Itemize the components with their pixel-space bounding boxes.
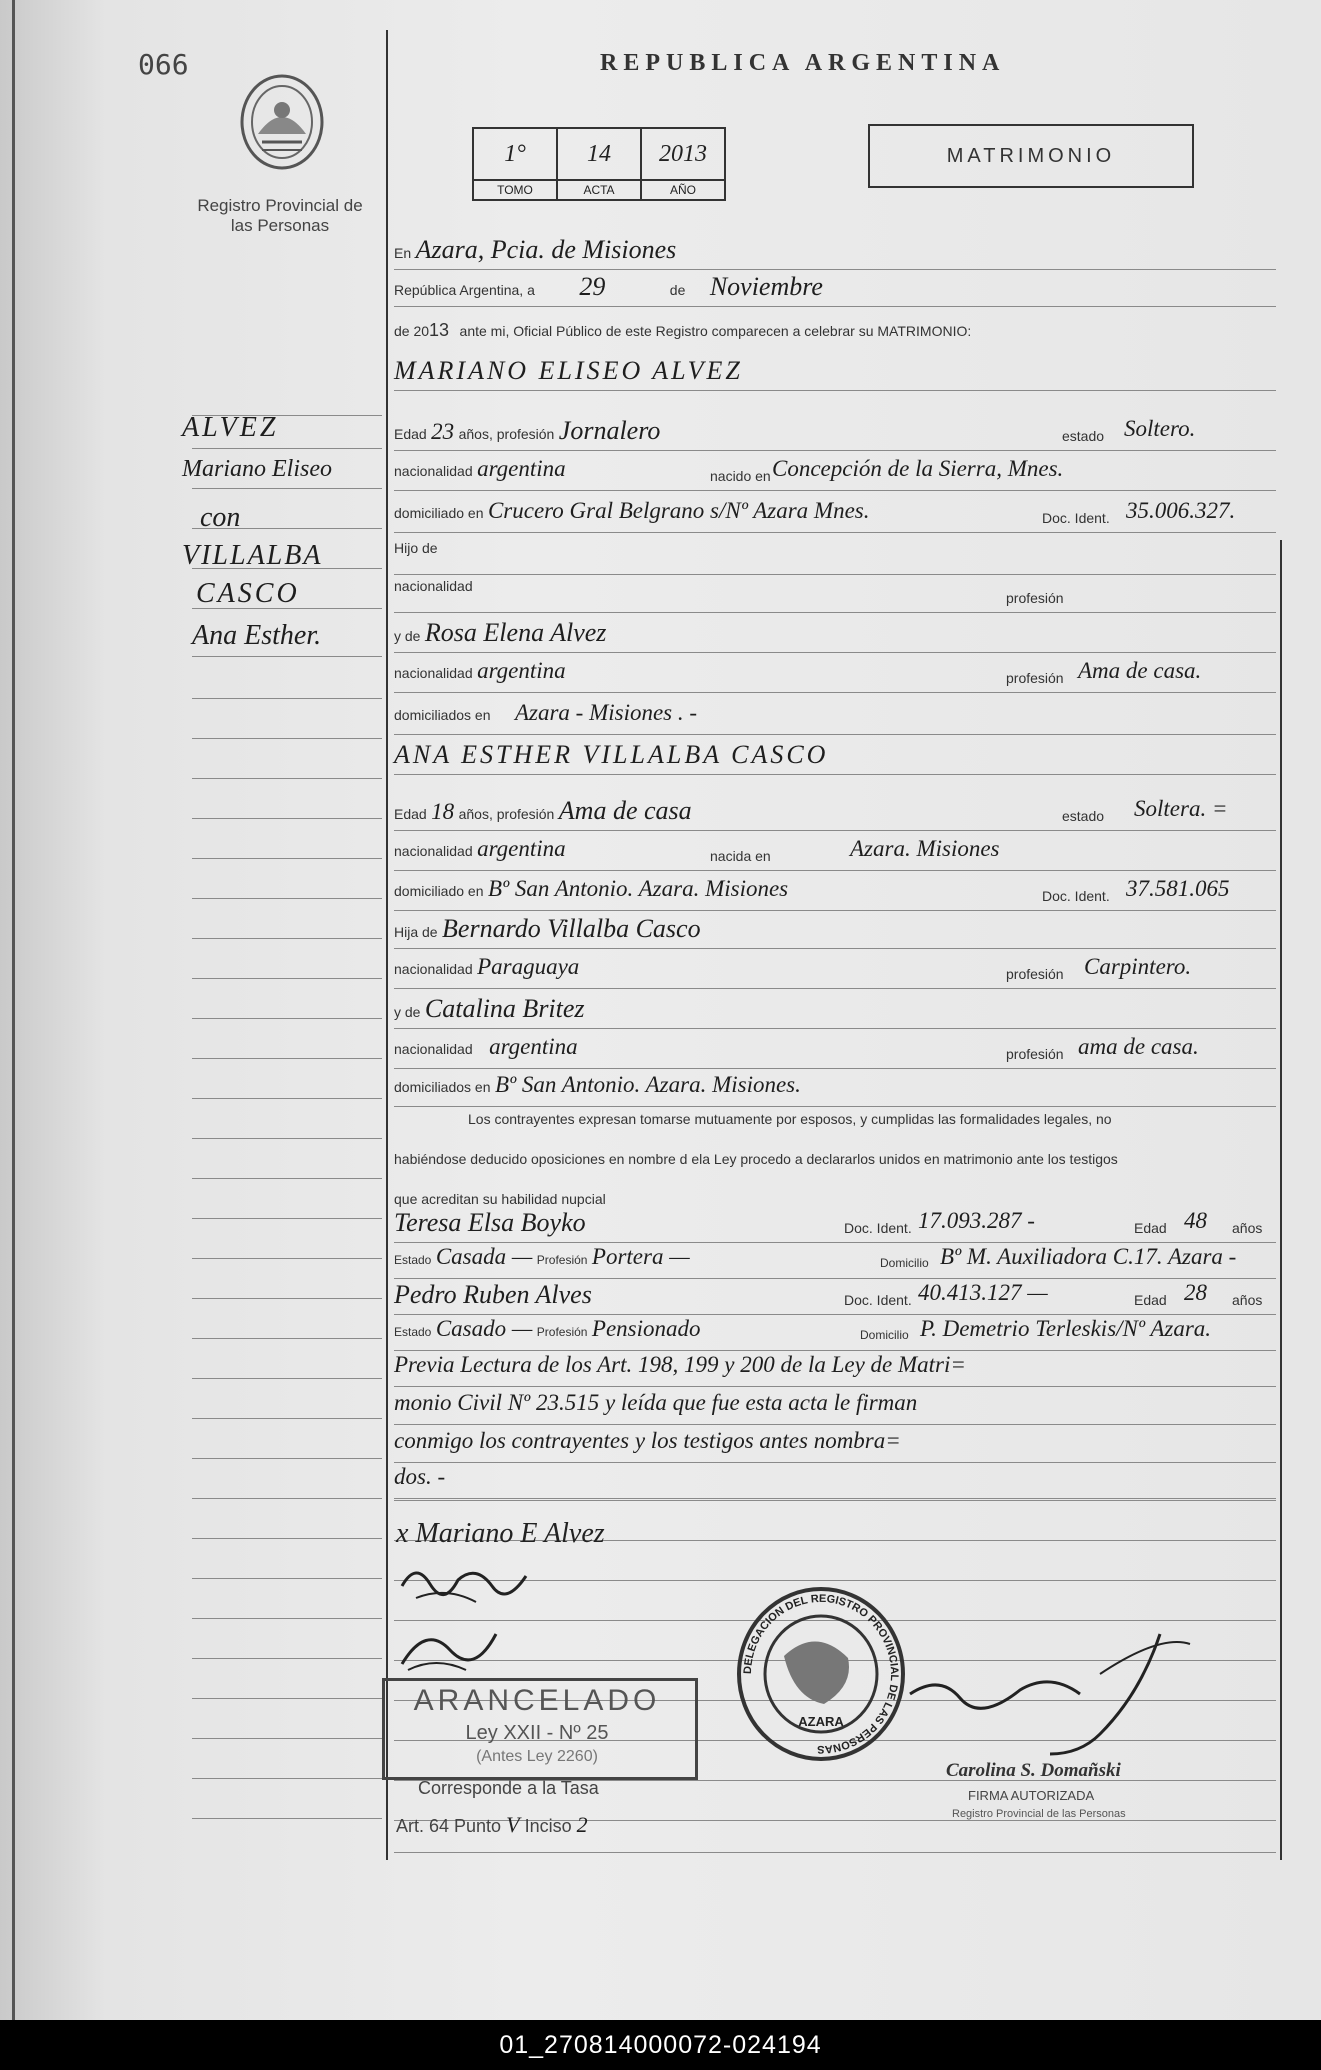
year-prefix: de 20	[394, 323, 430, 339]
margin-ruled-line	[192, 1418, 382, 1419]
margin-ruled-line	[192, 1218, 382, 1219]
bride-age-line	[394, 796, 1276, 831]
bride-birthplace: Azara. Misiones	[850, 836, 1000, 861]
bride-father-line	[394, 914, 1276, 949]
profesion-label: años, profesión	[458, 806, 555, 822]
margin-ruled-line	[192, 1378, 382, 1379]
nacionalidad-label: nacionalidad	[394, 961, 473, 977]
declaration-line-1: Los contrayentes expresan tomarse mutuamente por esposos, y cumplidas las formalidades legales, no	[468, 1111, 1112, 1127]
witness-2-name: Pedro Ruben Alves	[394, 1280, 592, 1309]
intro-year-line	[394, 320, 1276, 348]
margin-ruled-line	[192, 778, 382, 779]
bride-name: ANA ESTHER VILLALBA CASCO	[394, 740, 829, 769]
margin-ruled-line	[192, 656, 382, 657]
groom-doc: 35.006.327.	[1126, 498, 1236, 523]
estado-label: estado	[1062, 808, 1105, 824]
stamp-law: Ley XXII - Nº 25	[465, 1722, 609, 1744]
note-line-4	[394, 1464, 1276, 1499]
anos-label: años	[1232, 1220, 1263, 1236]
hija-label: Hija de	[394, 924, 438, 940]
intro-place-line	[394, 235, 1276, 270]
witness-signature	[396, 1620, 506, 1681]
bride-mother-profession: ama de casa.	[1078, 1034, 1199, 1059]
hijo-label: Hijo de	[394, 540, 438, 556]
declaration-line-2: habiéndose deducido oposiciones en nombre d ela Ley procedo a declararlos unidos en matrimonio ante los testigos	[394, 1151, 1118, 1167]
document-type-box: MATRIMONIO	[868, 124, 1194, 188]
profesion-label: años, profesión	[458, 426, 555, 442]
edad-label: Edad	[1134, 1292, 1167, 1308]
domicilio-label: domiciliado en	[394, 505, 484, 521]
groom-name: MARIANO ELISEO ALVEZ	[394, 356, 743, 385]
margin-ruled-line	[192, 1138, 382, 1139]
seal-ring-text: DELEGACION DEL REGISTRO PROVINCIAL DE LAS PERSONAS	[741, 1592, 901, 1756]
nacionalidad-label: nacionalidad	[394, 578, 473, 594]
groom-father-nationality-line	[394, 578, 1276, 613]
witness-1-line	[394, 1208, 1276, 1243]
official-name: Carolina S. Domañski	[946, 1760, 1121, 1781]
margin-ruled-line	[192, 1058, 382, 1059]
day-value: 29	[579, 272, 606, 301]
margin-ruled-line	[192, 1258, 382, 1259]
doc-ident-label: Doc. Ident.	[1042, 510, 1110, 526]
bride-father-nationality: Paraguaya	[477, 954, 580, 979]
domicilio-label: Domicilio	[860, 1328, 909, 1342]
margin-ruled-line	[192, 1818, 382, 1819]
stamp-previous-law: (Antes Ley 2260)	[476, 1748, 598, 1765]
profesion-label: profesión	[1006, 966, 1064, 982]
margin-ruled-line	[192, 1098, 382, 1099]
edad-label: Edad	[394, 426, 427, 442]
bride-address: Bº San Antonio. Azara. Misiones	[487, 876, 789, 901]
witness-1-address: Bº M. Auxiliadora C.17. Azara -	[940, 1244, 1237, 1269]
groom-mother-nationality-line	[394, 658, 1276, 693]
groom-profession: Jornalero	[558, 416, 661, 445]
intro-date-line	[394, 272, 1276, 307]
bride-address-line	[394, 876, 1276, 911]
margin-ruled-line	[192, 818, 382, 819]
domicilio-label: Domicilio	[880, 1256, 929, 1270]
witness-1-status: Casada —	[435, 1244, 533, 1269]
anos-label: años	[1232, 1292, 1263, 1308]
inciso-label: Inciso	[524, 1816, 572, 1836]
margin-ruled-line	[192, 1338, 382, 1339]
bride-parents-address-line	[394, 1072, 1276, 1107]
punto-value: V	[506, 1812, 520, 1837]
note-line-2	[394, 1390, 1276, 1425]
place-value: Azara, Pcia. de Misiones	[415, 235, 677, 264]
form-right-border	[1280, 540, 1282, 1860]
intro-statement: ante mi, Oficial Público de este Registro comparecen a celebrar su MATRIMONIO:	[459, 323, 972, 339]
estado-label: estado	[1062, 428, 1105, 444]
bride-nationality: argentina	[477, 836, 566, 861]
witness-1-age: 48	[1184, 1208, 1207, 1233]
groom-mother-profession: Ama de casa.	[1078, 658, 1202, 683]
witness-2-address: P. Demetrio Terleskis/Nº Azara.	[920, 1316, 1212, 1341]
bride-status: Soltera. =	[1134, 796, 1228, 821]
profesion-label: Profesión	[536, 1253, 588, 1267]
groom-mother-nationality: argentina	[477, 658, 566, 683]
witness-1-doc: 17.093.287 -	[918, 1208, 1035, 1233]
groom-address: Crucero Gral Belgrano s/Nº Azara Mnes.	[487, 498, 870, 523]
nacionalidad-label: nacionalidad	[394, 665, 473, 681]
estado-label: Estado	[394, 1253, 432, 1267]
witness-1-profession: Portera —	[591, 1244, 690, 1269]
bride-mother: Catalina Britez	[424, 994, 585, 1023]
article-label: Art. 64 Punto	[396, 1816, 502, 1836]
round-seal-icon	[736, 1586, 906, 1762]
ruled-line	[394, 1852, 1276, 1853]
domiciliados-label: domiciliados en	[394, 1079, 491, 1095]
seal-center-text: AZARA	[798, 1714, 844, 1729]
groom-father-line	[394, 540, 1276, 575]
bride-mother-nationality: argentina	[489, 1034, 578, 1059]
groom-address-line	[394, 498, 1276, 533]
stamp-corresponde: Corresponde a la Tasa	[418, 1778, 599, 1798]
margin-ruled-line	[192, 858, 382, 859]
margin-surname-bride-2: CASCO	[196, 578, 300, 609]
record-box	[472, 127, 726, 201]
year-label: AÑO	[641, 180, 725, 200]
groom-parents-address: Azara - Misiones . -	[514, 700, 698, 725]
ruled-line	[394, 1500, 1276, 1501]
en-label: En	[394, 245, 412, 261]
witness-2-age: 28	[1184, 1280, 1207, 1305]
witness-2-line	[394, 1280, 1276, 1315]
de-label: de	[669, 282, 686, 298]
edad-label: Edad	[1134, 1220, 1167, 1236]
bride-father: Bernardo Villalba Casco	[442, 914, 701, 943]
tomo-value: 1°	[473, 128, 557, 180]
acta-value: 14	[557, 128, 641, 180]
groom-nationality: argentina	[477, 456, 566, 481]
groom-mother: Rosa Elena Alvez	[424, 618, 607, 647]
margin-ruled-line	[192, 1778, 382, 1779]
witness-1-name: Teresa Elsa Boyko	[394, 1208, 586, 1237]
official-signature	[900, 1614, 1200, 1769]
official-role: FIRMA AUTORIZADA	[968, 1788, 1095, 1803]
year-value: 2013	[641, 128, 725, 180]
margin-ruled-line	[192, 978, 382, 979]
margin-ruled-line	[192, 1578, 382, 1579]
month-value: Noviembre	[709, 272, 823, 301]
yde-label: y de	[394, 1004, 421, 1020]
bride-profession: Ama de casa	[558, 796, 692, 825]
margin-ruled-line	[192, 1178, 382, 1179]
margin-ruled-line	[192, 738, 382, 739]
profesion-label: profesión	[1006, 670, 1064, 686]
margin-ruled-line	[192, 1458, 382, 1459]
margin-given-groom: Mariano Eliseo	[182, 456, 332, 482]
doc-ident-label: Doc. Ident.	[844, 1292, 912, 1308]
bride-father-profession: Carpintero.	[1084, 954, 1192, 979]
domicilio-label: domiciliado en	[394, 883, 484, 899]
groom-age-line	[394, 416, 1276, 451]
bride-signature	[396, 1556, 546, 1621]
margin-ruled-line	[192, 1018, 382, 1019]
bride-parents-address: Bº San Antonio. Azara. Misiones.	[494, 1072, 801, 1097]
official-office: Registro Provincial de las Personas	[952, 1808, 1126, 1820]
witness-2-doc: 40.413.127 —	[918, 1280, 1048, 1305]
margin-surname-bride-1: VILLALBA	[182, 540, 323, 571]
witness-2-profession: Pensionado	[591, 1316, 701, 1341]
note-text: monio Civil Nº 23.515 y leída que fue esta acta le firman	[394, 1390, 918, 1415]
stamp-article-line	[396, 1812, 588, 1838]
stamp-title: ARANCELADO	[413, 1684, 661, 1717]
note-line-1	[394, 1352, 1276, 1387]
registry-name: Registro Provincial de las Personas	[197, 196, 363, 235]
year-suffix: 13	[429, 320, 450, 340]
nacionalidad-label: nacionalidad	[394, 843, 473, 859]
profesion-label: profesión	[1006, 590, 1064, 606]
document-title: REPUBLICA ARGENTINA	[600, 50, 1006, 76]
groom-nationality-line	[394, 456, 1276, 491]
margin-ruled-line	[192, 1298, 382, 1299]
bride-mother-line	[394, 994, 1276, 1029]
yde-label: y de	[394, 628, 421, 644]
margin-ruled-line	[192, 938, 382, 939]
bride-age: 18	[431, 799, 455, 824]
doc-ident-label: Doc. Ident.	[844, 1220, 912, 1236]
margin-ruled-line	[192, 1738, 382, 1739]
groom-parents-address-line	[394, 700, 1276, 735]
bride-nationality-line	[394, 836, 1276, 871]
margin-divider	[386, 30, 388, 1860]
margin-con: con	[200, 502, 241, 533]
page-left-edge	[12, 0, 15, 2020]
note-text: Previa Lectura de los Art. 198, 199 y 200 de la Ley de Matri=	[394, 1352, 966, 1377]
note-text: dos. -	[394, 1464, 446, 1489]
province-emblem-icon	[232, 70, 332, 180]
margin-ruled-line	[192, 488, 382, 489]
margin-ruled-line	[192, 698, 382, 699]
groom-status: Soltero.	[1124, 416, 1196, 441]
groom-name-line	[394, 356, 1276, 391]
tomo-label: TOMO	[473, 180, 557, 200]
note-line-3	[394, 1428, 1276, 1463]
margin-ruled-line	[192, 1698, 382, 1699]
note-text: conmigo los contrayentes y los testigos antes nombra=	[394, 1428, 901, 1453]
bride-doc: 37.581.065	[1126, 876, 1230, 901]
margin-ruled-line	[192, 448, 382, 449]
folio-number: 066	[138, 48, 189, 81]
groom-signature: x Mariano E Alvez	[396, 1518, 605, 1549]
margin-given-bride: Ana Esther.	[192, 620, 322, 651]
file-caption: 01_270814000072-024194	[0, 2020, 1321, 2070]
profesion-label: Profesión	[536, 1325, 588, 1339]
inciso-value: 2	[576, 1812, 588, 1837]
doc-ident-label: Doc. Ident.	[1042, 888, 1110, 904]
margin-ruled-line	[192, 1658, 382, 1659]
nacida-label: nacida en	[710, 848, 771, 864]
bride-father-nationality-line	[394, 954, 1276, 989]
groom-birthplace: Concepción de la Sierra, Mnes.	[772, 456, 1064, 481]
edad-label: Edad	[394, 806, 427, 822]
groom-mother-line	[394, 618, 1276, 653]
witness-2-details-line	[394, 1316, 1276, 1351]
margin-ruled-line	[192, 898, 382, 899]
margin-surname-groom: ALVEZ	[182, 412, 279, 443]
estado-label: Estado	[394, 1325, 432, 1339]
nacionalidad-label: nacionalidad	[394, 463, 473, 479]
acta-label: ACTA	[557, 180, 641, 200]
margin-ruled-line	[192, 1498, 382, 1499]
witness-2-status: Casado —	[435, 1316, 533, 1341]
bride-mother-nationality-line	[394, 1034, 1276, 1069]
declaration-line-3: que acreditan su habilidad nupcial	[394, 1191, 606, 1207]
nacido-label: nacido en	[710, 468, 771, 484]
margin-ruled-line	[192, 1538, 382, 1539]
margin-ruled-line	[192, 1618, 382, 1619]
profesion-label: profesión	[1006, 1046, 1064, 1062]
bride-name-line	[394, 740, 1276, 775]
republica-label: República Argentina, a	[394, 282, 535, 298]
domiciliados-label: domiciliados en	[394, 707, 491, 723]
groom-age: 23	[431, 419, 455, 444]
witness-1-details-line	[394, 1244, 1276, 1279]
nacionalidad-label: nacionalidad	[394, 1041, 473, 1057]
